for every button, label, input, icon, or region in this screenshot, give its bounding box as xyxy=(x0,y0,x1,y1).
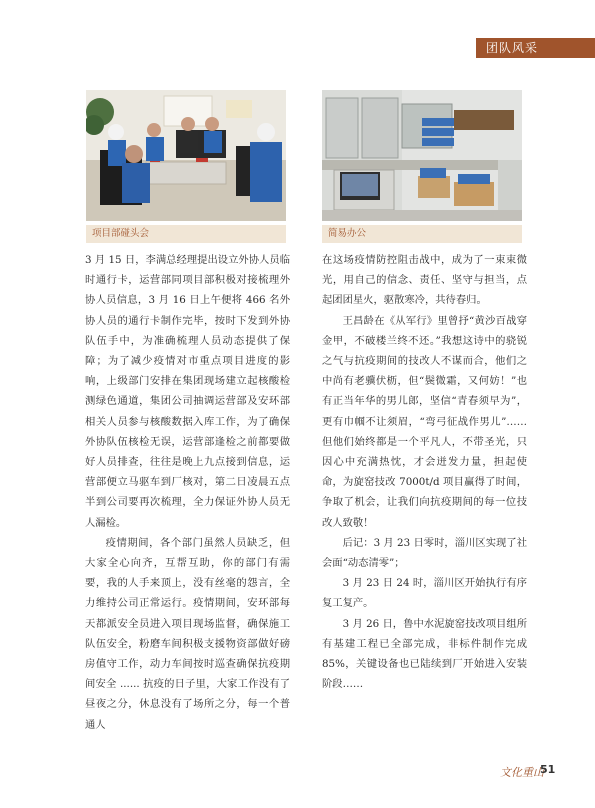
page-number: 51 xyxy=(540,763,556,776)
paragraph: 3 月 15 日，李满总经理提出设立外协人员临时通行卡，运营部同项目部积极对接梳理外协人员信息，3 月 16 日上午便将 466 名外协人员的通行卡制作完毕，按时下发到外协队伍手中，为准确梳理人员动态提供了保障；为了减少疫情对市重点项目进度的影响，上级部门安排在集团现场建立起核酸检测绿色通道，集团公司抽调运营部及安环部相关人员参与核酸数据入库工作，为了确保外协队伍核检无误，运营部逢检之前都要做好人员排查，往往是晚上九点接到信息，运营部便立马驱车到厂核对，第二日凌晨五点半到公司要再次梳理，全力保证外协人员无人漏检。 xyxy=(85,254,290,529)
paragraph: 疫情期间，各个部门虽然人员缺乏，但大家全心向齐，互帮互助，你的部门有需要，我的人手来顶上，没有丝毫的怨言，全力维持公司正常运行。疫情期间，安环部每天都派安全员进入项目现场监督，确保施工队伍安全，粉磨车间积极支援物资部做好磅房值守工作，动力车间按时巡查确保抗疫期间安全 ...... 抗疫的日子里，大家工作没有了昼夜之分，休息没有了场所之分，每一个普通人 xyxy=(85,536,290,731)
paragraph: 在这场疫情防控阻击战中，成为了一束束微光，用自己的信念、责任、坚守与担当，点起团团星火，驱散寒冷，共待春归。 xyxy=(322,254,527,307)
meeting-photo xyxy=(86,90,286,221)
left-text-column xyxy=(85,250,290,735)
photo-caption-meeting: 项目部碰头会 xyxy=(86,225,286,243)
office-illustration xyxy=(322,90,522,221)
section-tag: 团队风采 xyxy=(476,38,595,58)
meeting-illustration xyxy=(86,90,286,221)
magazine-logo: 文化重山 xyxy=(500,766,544,779)
paragraph: 3 月 26 日，鲁中水泥旋窑技改项目组所有基建工程已全部完成，非标件制作完成 85%，关键设备也已陆续到厂开始进入安装阶段…… xyxy=(322,617,527,691)
photo-caption-office: 简易办公 xyxy=(322,225,522,243)
paragraph: 3 月 23 日 24 时，淄川区开始执行有序复工复产。 xyxy=(322,577,527,610)
paragraph: 王昌龄在《从军行》里曾抒“黄沙百战穿金甲，不破楼兰终不还。”我想这诗中的骁锐之气与抗疫期间的技改人不谋而合，他们之中尚有老骥伏枥，但“鬓微霜，又何妨！”也有正当年华的男儿郎，坚信“青春须早为”，更有巾帼不让须眉，“弯弓征战作男儿”……但他们始终都是一个平凡人，不带圣光，只因心中充满热忱，才会迸发力量，担起使命，为旋窑技改 7000t/d 项目赢得了时间，争取了机会，让我们向抗疫期间的每一位技改人致敬！ xyxy=(322,314,527,529)
office-photo xyxy=(322,90,522,221)
paragraph: 后记：3 月 23 日零时，淄川区实现了社会面“动态清零”； xyxy=(322,536,527,570)
right-text-column xyxy=(322,250,527,694)
